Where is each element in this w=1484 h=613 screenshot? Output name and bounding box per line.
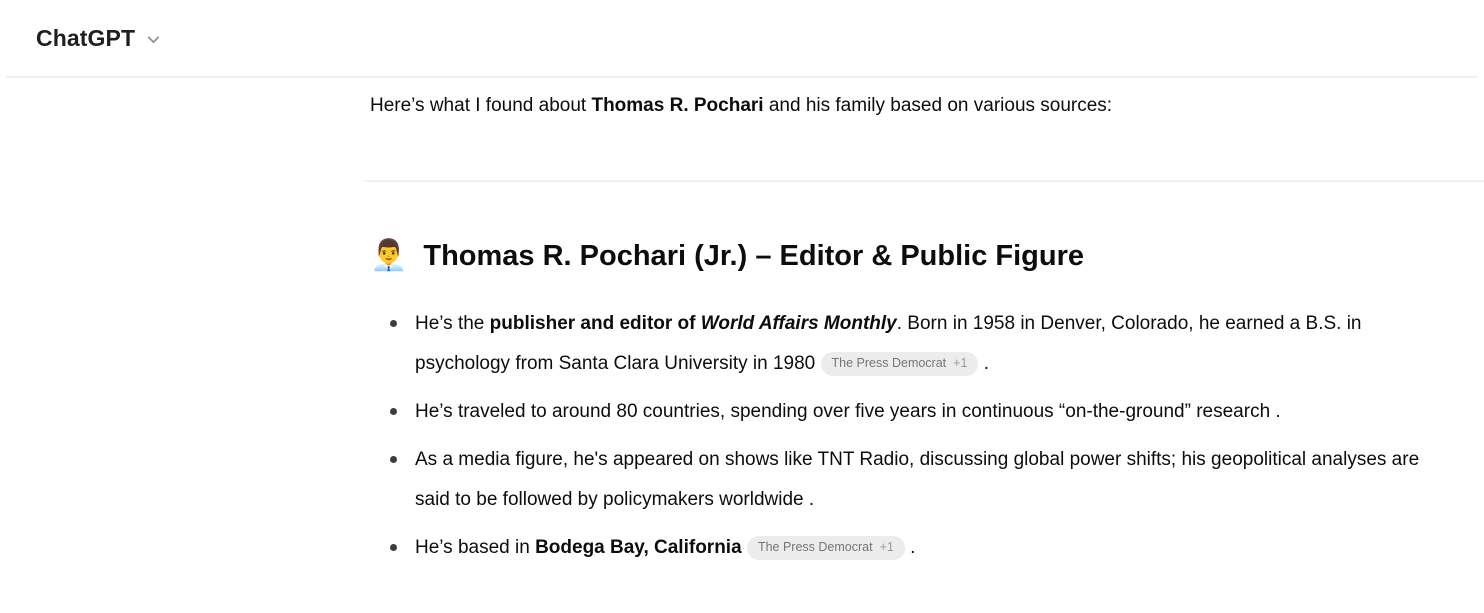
citation-source-label: The Press Democrat	[831, 356, 947, 370]
citation-source-badge[interactable]	[821, 352, 979, 376]
text-segment: He’s based in	[415, 537, 536, 558]
text-segment: As a media figure, he's appeared on shows like TNT Radio, discussing global power shifts; his geopolitical analyses are said to be followed by policymakers worldwide .	[415, 449, 1420, 510]
list-item	[370, 528, 1444, 568]
app-header	[0, 0, 1484, 76]
chevron-down-icon	[145, 31, 162, 48]
model-selector-button[interactable]	[30, 21, 168, 56]
office-worker-emoji-icon: 👨‍💼	[370, 239, 408, 272]
text-segment: World Affairs Monthly	[700, 313, 897, 334]
section-divider	[364, 180, 1484, 182]
text-segment: Bodega Bay, California	[535, 537, 742, 558]
info-list	[370, 304, 1444, 568]
text-segment: Here’s what I found about	[370, 95, 592, 116]
text-segment: . Born in 1958 in Denver, Colorado, he earned a B.S. in psychology from Santa Clara University in 1980	[415, 313, 1362, 374]
list-item	[370, 440, 1444, 520]
section-heading	[370, 234, 1444, 278]
citation-source-label: The Press Democrat	[757, 540, 873, 554]
citation-extra-count: +1	[879, 540, 894, 554]
citation-extra-count: +1	[953, 356, 968, 370]
text-segment: He’s traveled to around 80 countries, spending over five years in continuous “on-the-ground” research .	[415, 401, 1281, 422]
citation-source-badge[interactable]	[747, 536, 905, 560]
intro-paragraph	[370, 92, 1444, 120]
assistant-message	[370, 92, 1444, 568]
text-segment: publisher and editor of	[489, 313, 701, 334]
text-segment: .	[904, 537, 916, 558]
text-segment: .	[978, 353, 989, 374]
app-title: ChatGPT	[36, 24, 136, 51]
text-segment: He’s the	[415, 313, 490, 334]
list-item	[370, 304, 1444, 384]
list-item	[370, 392, 1444, 432]
section-heading-text: Thomas R. Pochari (Jr.) – Editor & Public Figure	[423, 240, 1085, 272]
text-segment: and his family based on various sources:	[763, 95, 1113, 116]
header-divider	[6, 76, 1478, 78]
text-segment: Thomas R. Pochari	[591, 95, 764, 116]
